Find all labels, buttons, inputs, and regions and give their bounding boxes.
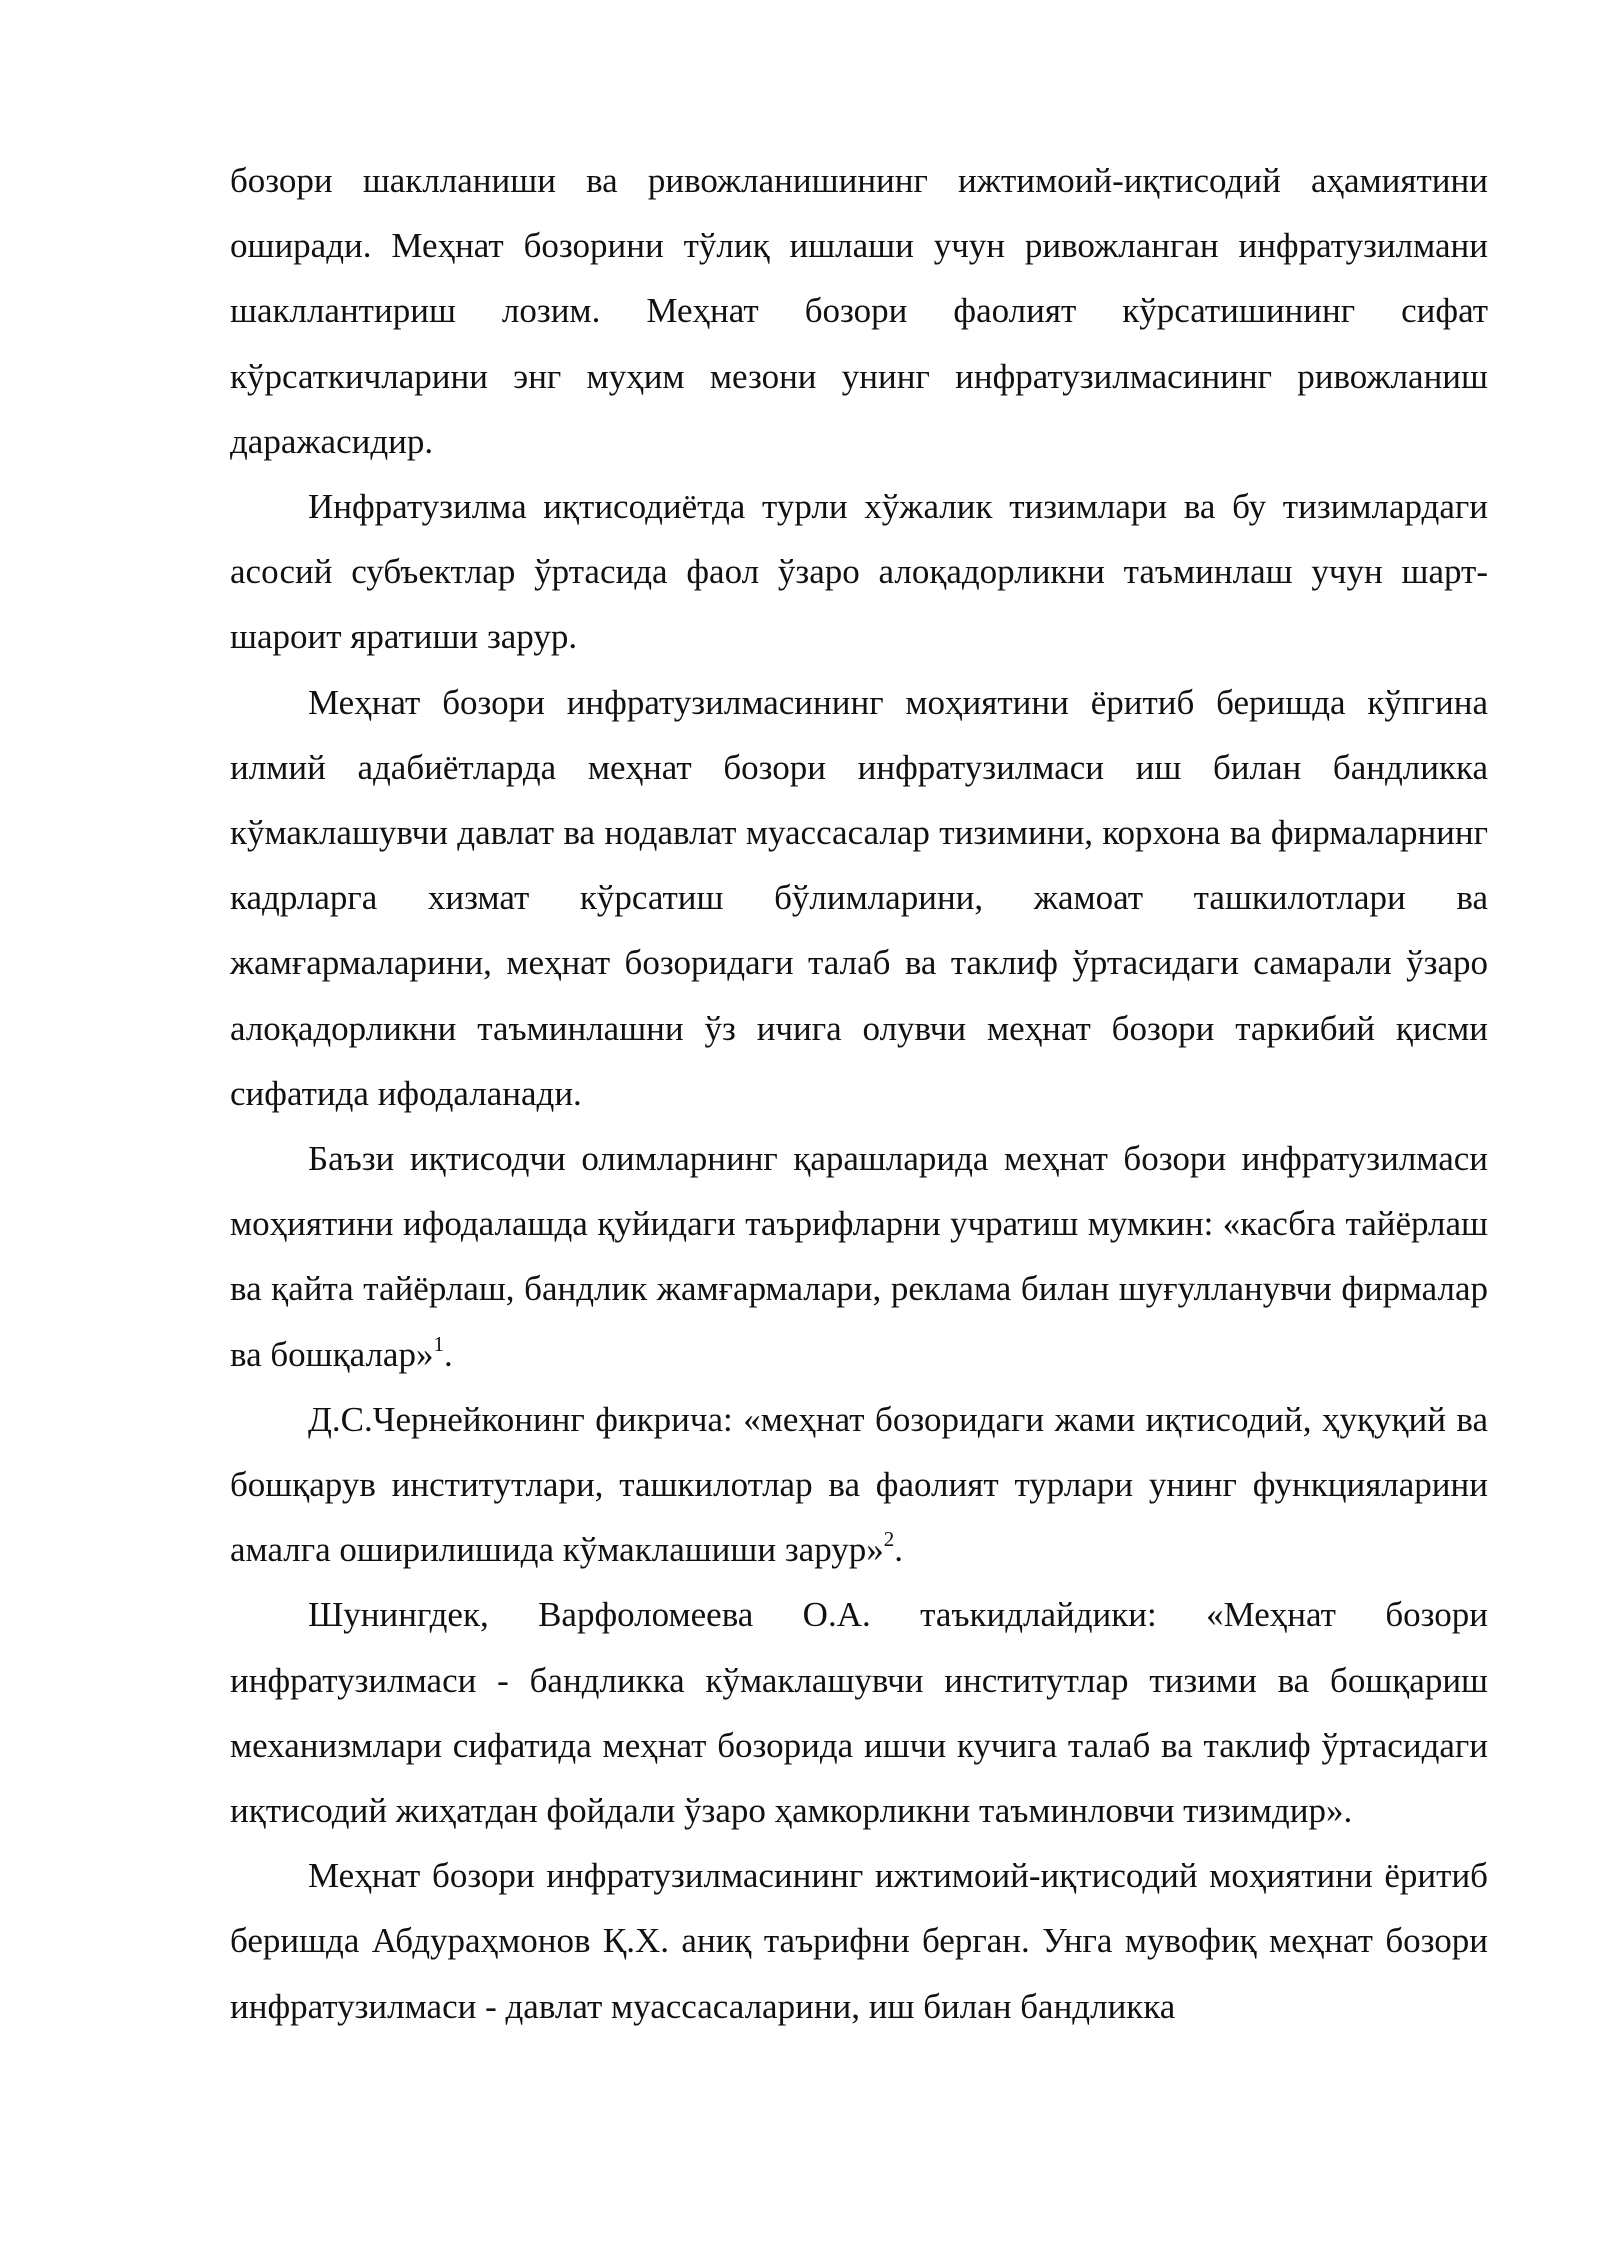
- paragraph-3: [230, 670, 1488, 1126]
- paragraph-4-tail: .: [443, 1334, 453, 1374]
- paragraph-2-text: Инфратузилма иқтисодиётда турли хўжалик тизимлари ва бу тизимлардаги асосий субъектлар ўртасида фаол ўзаро алоқадорликни таъминлаш учун шарт-шароит яратиши зарур.: [230, 487, 1488, 657]
- footnote-marker-1[interactable]: 1: [433, 1331, 444, 1356]
- paragraph-4: [230, 1126, 1488, 1387]
- paragraph-6: [230, 1582, 1488, 1843]
- paragraph-5-tail: .: [894, 1530, 903, 1570]
- paragraph-7: [230, 1843, 1488, 2039]
- paragraph-7-text: Меҳнат бозори инфратузилмасининг ижтимоий-иқтисодий моҳиятини ёритиб беришда Абдураҳмонов Қ.Х. аниқ таърифни берган. Унга мувофиқ меҳнат бозори инфратузилмаси - давлат муассасаларини, иш билан бандликка: [230, 1856, 1488, 2026]
- paragraph-3-text: Меҳнат бозори инфратузилмасининг моҳиятини ёритиб беришда кўпгина илмий адабиётларда меҳнат бозори инфратузилмаси иш билан бандликка кўмаклашувчи давлат ва нодавлат муассасалар тизимини, корхона ва фирмаларнинг кадрларга хизмат кўрсатиш бўлимларини, жамоат ташкилотлари ва жамғармаларини, меҳнат бозоридаги талаб ва таклиф ўртасидаги самарали ўзаро алоқадорликни таъминлашни ўз ичига олувчи меҳнат бозори таркибий қисми сифатида ифодаланади.: [230, 682, 1488, 1113]
- footnote-marker-2[interactable]: 2: [883, 1527, 895, 1552]
- paragraph-6-text: Шунингдек, Варфоломеева О.А. таъкидлайдики: «Меҳнат бозори инфратузилмаси - бандликка кўмаклашувчи институтлар тизими ва бошқариш механизмлари сифатида меҳнат бозорида ишчи кучига талаб ва таклиф ўртасидаги иқтисодий жиҳатдан фойдали ўзаро ҳамкорликни таъминловчи тизимдир».: [230, 1595, 1488, 1831]
- paragraph-5: [230, 1387, 1488, 1583]
- document-body: [230, 148, 1488, 2039]
- paragraph-2: [230, 474, 1488, 670]
- paragraph-5-text: Д.С.Чернейконинг фикрича: «меҳнат бозоридаги жами иқтисодий, ҳуқуқий ва бошқарув институтлари, ташкилотлар ва фаолият турлари унинг функцияларини амалга оширилишида кўмаклашиши зарур»: [230, 1399, 1488, 1570]
- paragraph-1-text: бозори шаклланиши ва ривожланишининг ижтимоий-иқтисодий аҳамиятини оширади. Меҳнат бозорини тўлиқ ишлаши учун ривожланган инфратузилмани шакллантириш лозим. Меҳнат бозори фаолият кўрсатишининг сифат кўрсаткичларини энг муҳим мезони унинг инфратузилмасининг ривожланиш даражасидир.: [230, 161, 1488, 461]
- paragraph-4-text: Баъзи иқтисодчи олимларнинг қарашларида меҳнат бозори инфратузилмаси моҳиятини ифодалашда қуйидаги таърифларни учратиш мумкин: «касбга тайёрлаш ва қайта тайёрлаш, бандлик жамғармалари, реклама билан шуғулланувчи фирмалар ва бошқалар»: [230, 1139, 1488, 1374]
- paragraph-1: [230, 148, 1488, 474]
